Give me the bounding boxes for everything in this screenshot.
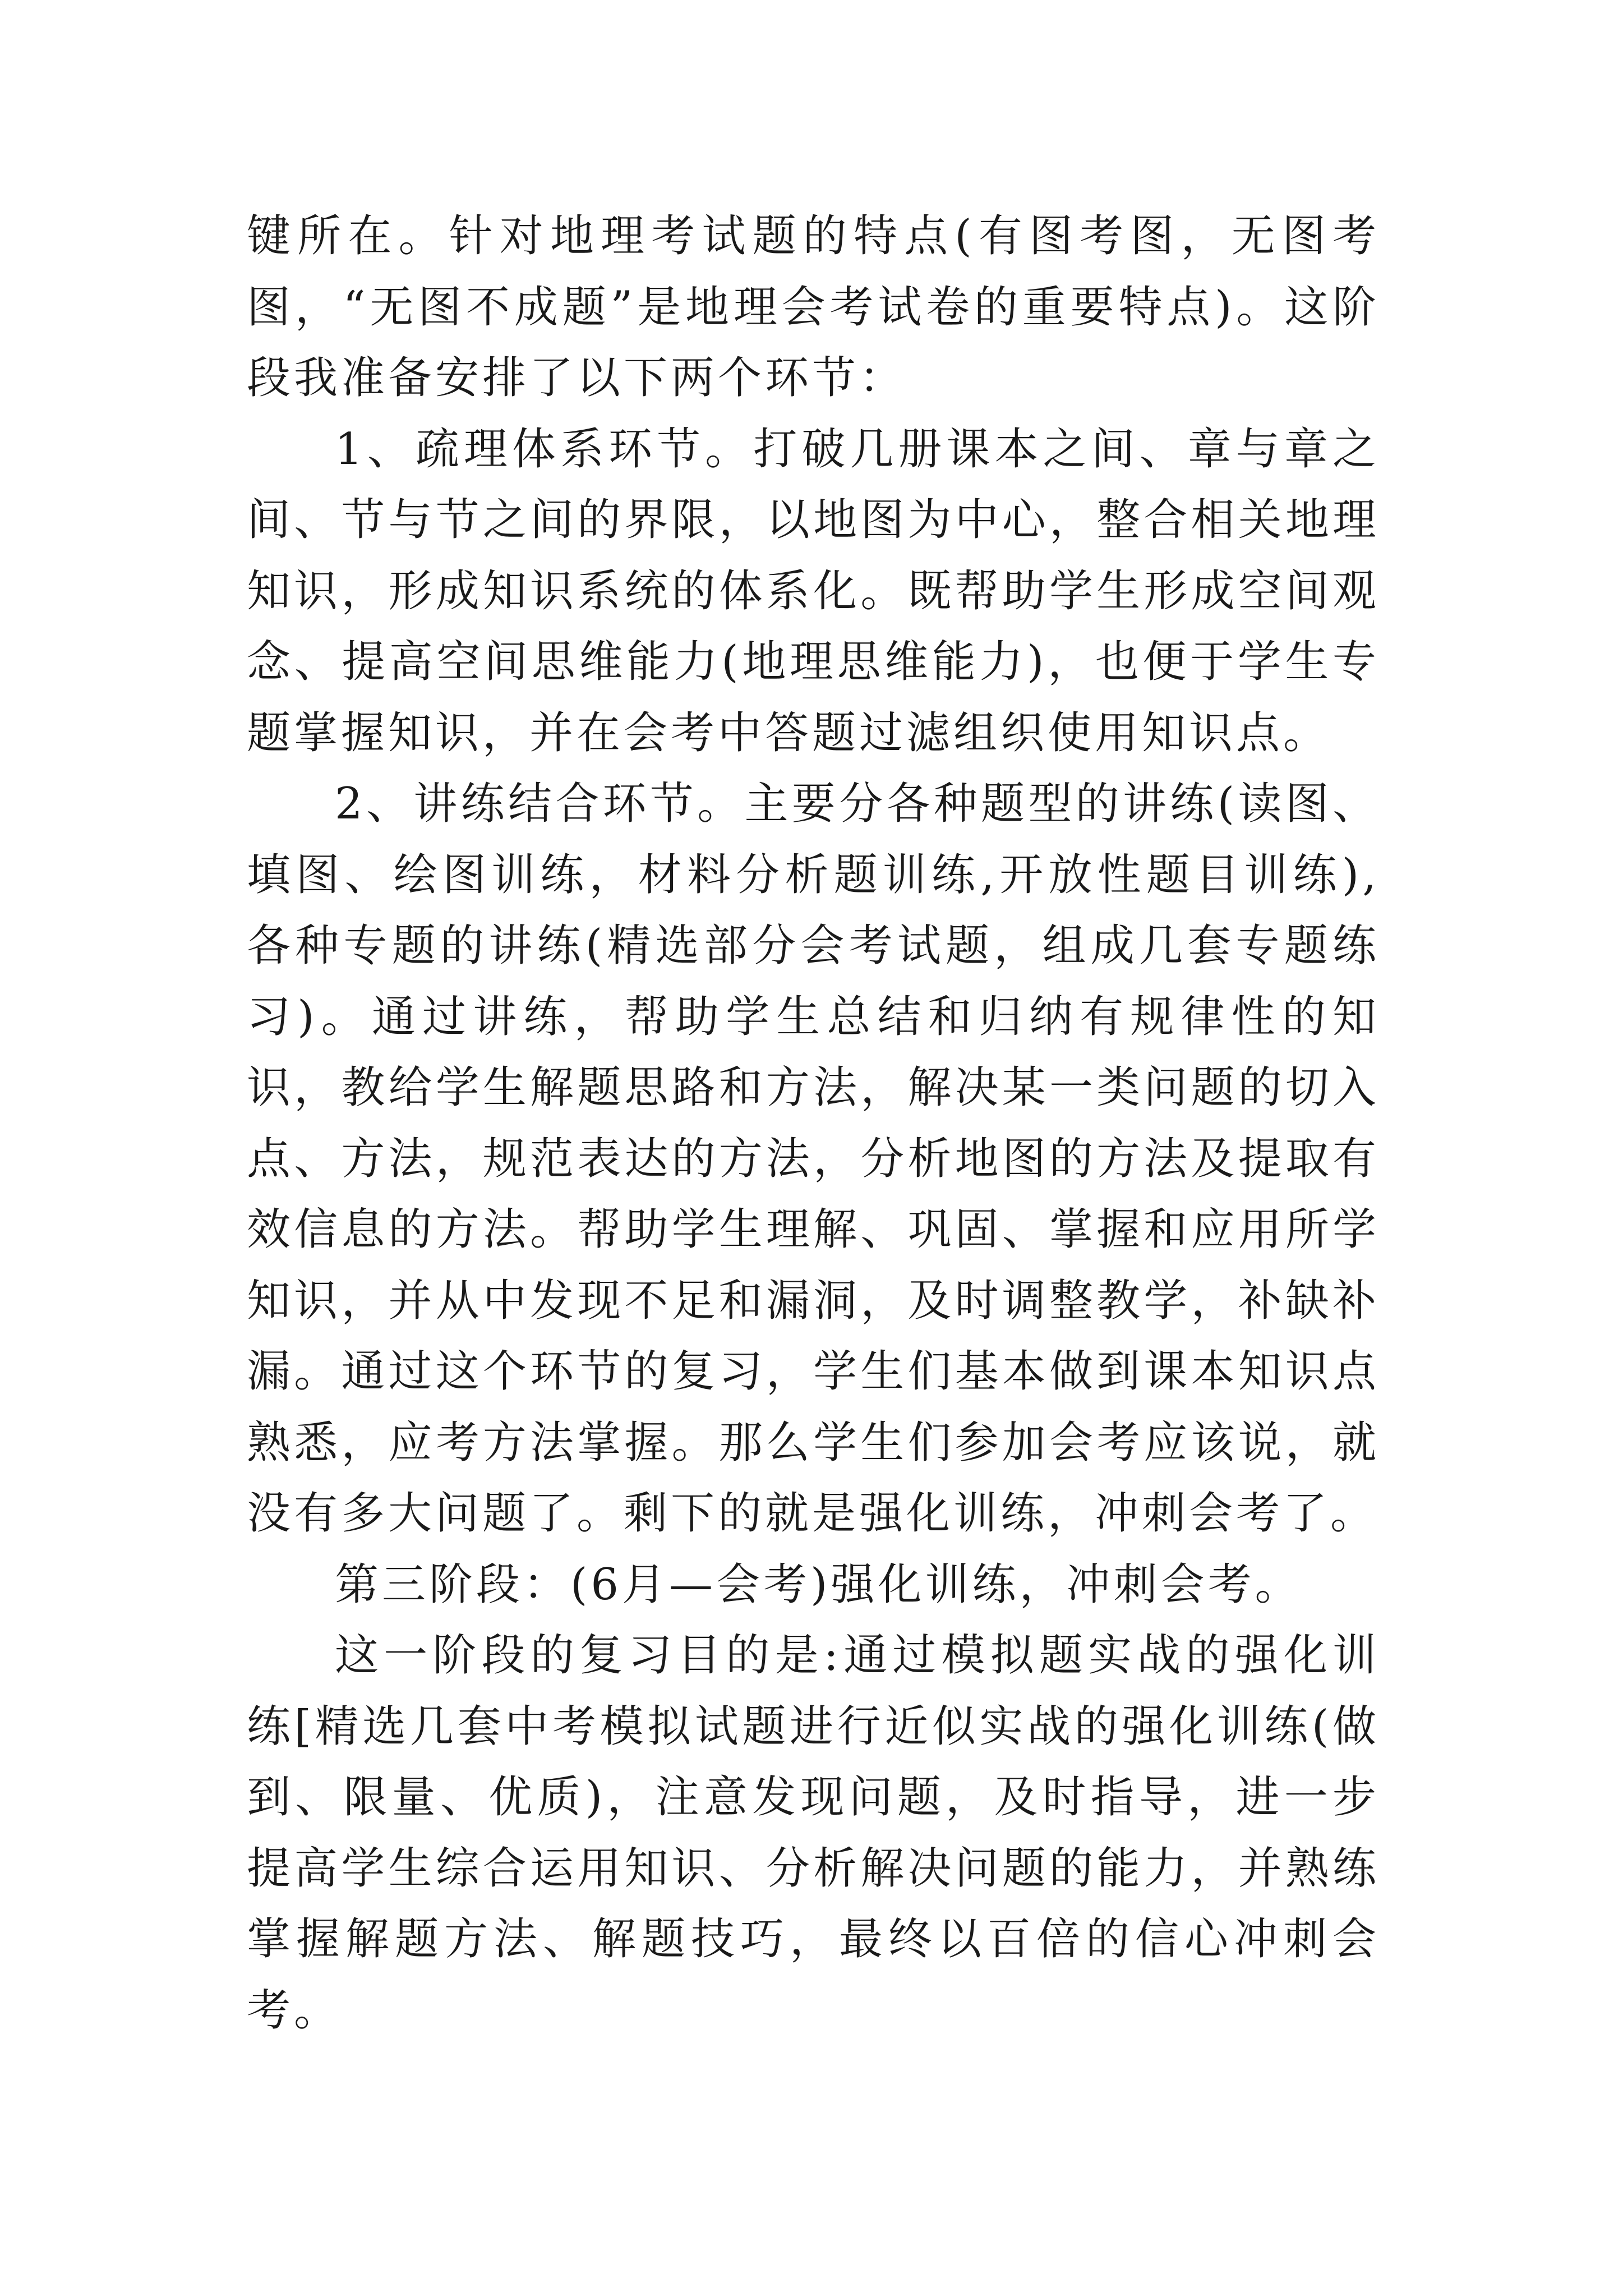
- paragraph-stage-3-goal: 这一阶段的复习目的是:通过模拟题实战的强化训练[精选几套中考模拟试题进行近似实战的强化训练(做到、限量、优质)，注意发现问题，及时指导，进一步提高学生综合运用知识、分析解决问题的能力，并熟练掌握解题方法、解题技巧，最终以百倍的信心冲刺会考。: [247, 1630, 1380, 2036]
- paragraph-stage-3-heading: 第三阶段：(6月—会考)强化训练，冲刺会考。: [335, 1559, 1302, 1610]
- paragraph-intro-continued: 键所在。针对地理考试题的特点(有图考图，无图考图，“无图不成题”是地理会考试卷的重要特点)。这阶段我准备安排了以下两个环节：: [247, 211, 1380, 403]
- document-body: [247, 201, 1380, 2046]
- paragraph-step-2-practice: 2、讲练结合环节。主要分各种题型的讲练(读图、填图、绘图训练，材料分析题训练,开放性题目训练),各种专题的讲练(精选部分会考试题，组成几套专题练习)。通过讲练，帮助学生总结和归纳有规律性的知识，教给学生解题思路和方法，解决某一类问题的切入点、方法，规范表达的方法，分析地图的方法及提取有效信息的方法。帮助学生理解、巩固、掌握和应用所学知识，并从中发现不足和漏洞，及时调整教学，补缺补漏。通过这个环节的复习，学生们基本做到课本知识点熟悉，应考方法掌握。那么学生们参加会考应该说，就没有多大问题了。剩下的就是强化训练，冲刺会考了。: [247, 779, 1380, 1539]
- paragraph-step-1-system: 1、疏理体系环节。打破几册课本之间、章与章之间、节与节之间的界限，以地图为中心，整合相关地理知识，形成知识系统的体系化。既帮助学生形成空间观念、提高空间思维能力(地理思维能力)，也便于学生专题掌握知识，并在会考中答题过滤组织使用知识点。: [247, 424, 1380, 758]
